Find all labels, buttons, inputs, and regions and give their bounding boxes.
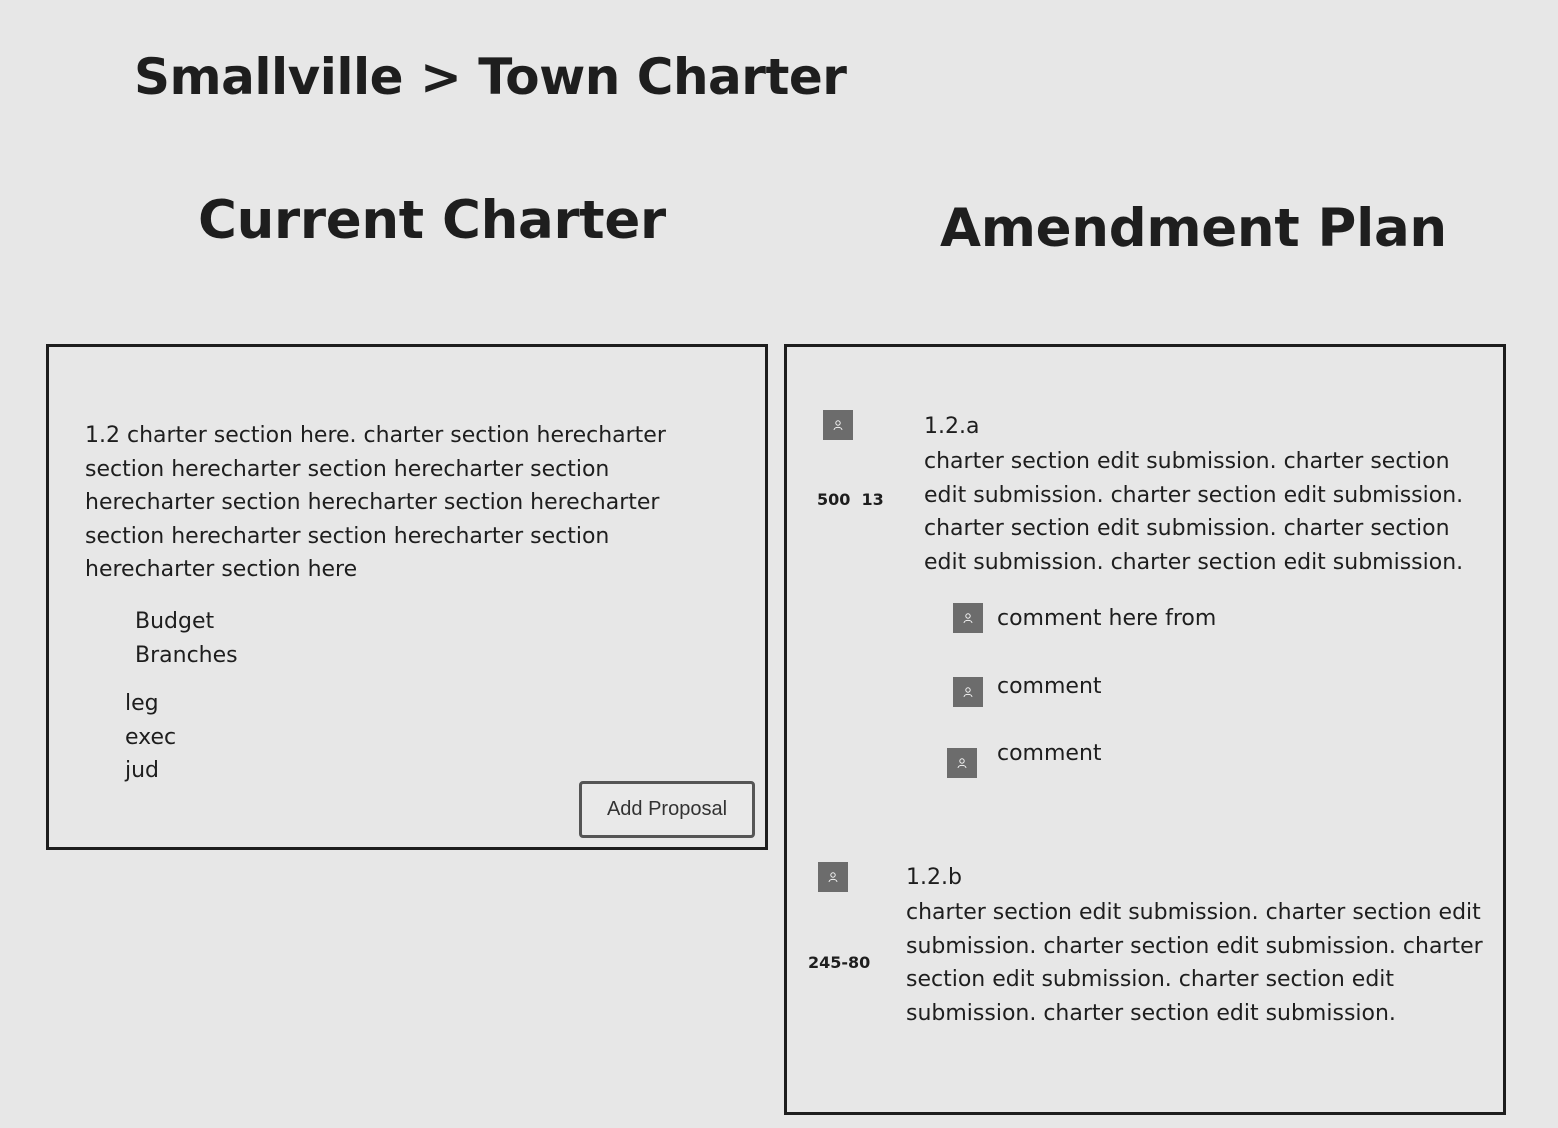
current-charter-heading: Current Charter <box>198 190 666 251</box>
user-icon[interactable] <box>818 862 848 892</box>
breadcrumb: Smallville > Town Charter <box>134 48 847 106</box>
comment-text: comment <box>997 741 1102 766</box>
vote-count: 245-80 <box>808 953 871 972</box>
submission-body: charter section edit submission. charter section edit submission. charter section edit submission. charter section edit submission. charter section edit submission. charter section edit submission. <box>906 900 1483 1026</box>
branch-item-exec[interactable]: exec <box>125 724 177 750</box>
topic-item-budget[interactable]: Budget <box>135 609 215 634</box>
comment-text: comment <box>997 674 1102 699</box>
current-charter-panel <box>46 344 768 850</box>
amendment-plan-panel <box>784 344 1506 1115</box>
branch-item-jud[interactable]: jud <box>125 758 160 784</box>
user-icon[interactable] <box>953 603 983 633</box>
branch-item-leg[interactable]: leg <box>125 691 159 716</box>
charter-section-text: 1.2 charter section here. charter section herecharter section herecharter section herecharter section herecharter section herecharter section herecharter section herecharter section herecharter section herecharter section here <box>85 423 666 583</box>
branch-list <box>125 687 176 788</box>
user-icon[interactable] <box>823 410 853 440</box>
submission-id: 1.2.b <box>906 865 962 890</box>
topic-list <box>135 605 238 672</box>
comment-text: comment here from <box>997 606 1217 631</box>
user-icon[interactable] <box>947 748 977 778</box>
submission-body: charter section edit submission. charter section edit submission. charter section edit submission. charter section edit submission. charter section edit submission. charter section edit submission. <box>924 449 1464 575</box>
topic-item-branches[interactable]: Branches <box>135 642 238 668</box>
add-proposal-button[interactable]: Add Proposal <box>579 781 755 838</box>
user-icon[interactable] <box>953 677 983 707</box>
votes-up: 500 <box>817 490 851 509</box>
votes-down: 13 <box>861 490 884 509</box>
submission-id: 1.2.a <box>924 414 980 439</box>
amendment-plan-heading: Amendment Plan <box>940 198 1447 259</box>
vote-count <box>817 490 884 509</box>
